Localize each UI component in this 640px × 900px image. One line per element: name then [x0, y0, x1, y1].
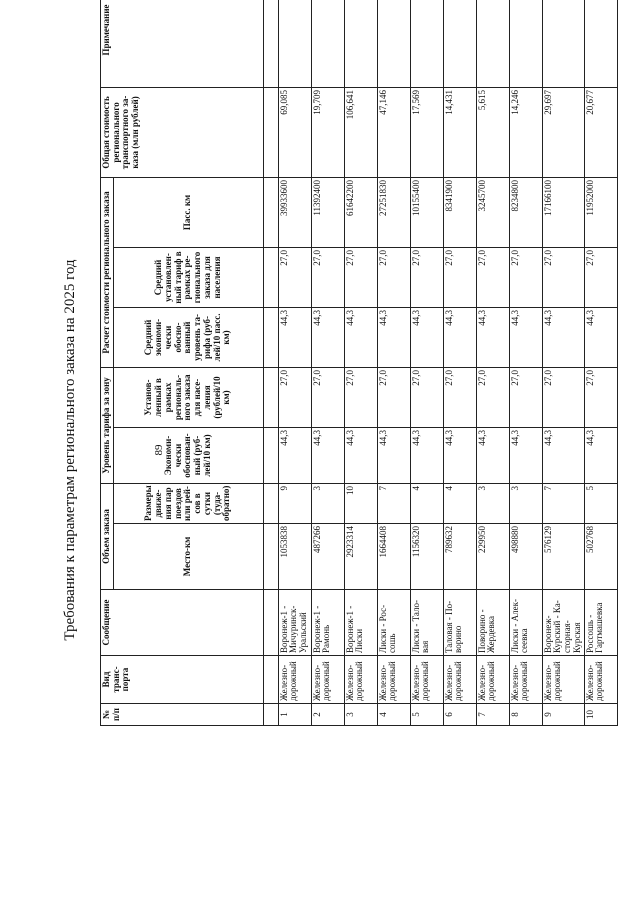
transport-type: Железно-дорожный	[509, 656, 542, 704]
trains-per-day: 3	[311, 484, 344, 524]
row-num: 1	[278, 704, 311, 726]
route: Воронеж-1 - Лиски	[344, 590, 377, 656]
transport-type: Железно-дорожный	[410, 656, 443, 704]
avg-econ-tariff: 44,3	[377, 307, 410, 367]
page-number: 89	[153, 444, 165, 456]
note	[377, 0, 410, 87]
econ-tariff: 44,3	[377, 428, 410, 484]
seat-km: 229950	[476, 524, 509, 590]
note	[443, 0, 476, 87]
document-title: Требования к параметрам регионального заказа на 2025 год	[62, 259, 78, 641]
total-cost: 14,431	[443, 87, 476, 177]
table-row	[344, 0, 377, 726]
transport-type: Железно-дорожный	[377, 656, 410, 704]
col-num-8	[263, 307, 278, 367]
trains-per-day: 7	[542, 484, 584, 524]
avg-econ-tariff: 44,3	[311, 307, 344, 367]
avg-set-tariff: 27,0	[311, 247, 344, 307]
trains-per-day: 3	[476, 484, 509, 524]
header-avg-econ-level: Средний экономи-чески обосно-ванный уровень та-рифа (руб-лей/10 пасс. км)	[113, 307, 263, 367]
pass-km: 61642200	[344, 177, 377, 247]
route: Россошь - Гартмашевка	[584, 590, 617, 656]
econ-tariff: 44,3	[509, 428, 542, 484]
total-cost: 106,641	[344, 87, 377, 177]
header-cost-group: Расчет стоимости регионального заказа	[101, 177, 114, 367]
note	[509, 0, 542, 87]
col-num-3	[263, 590, 278, 656]
set-tariff: 27,0	[377, 367, 410, 427]
table-row	[311, 0, 344, 726]
avg-set-tariff: 27,0	[542, 247, 584, 307]
pass-km: 39933600	[278, 177, 311, 247]
trains-per-day: 3	[509, 484, 542, 524]
table-row	[443, 0, 476, 726]
trains-per-day: 4	[410, 484, 443, 524]
pass-km: 3245700	[476, 177, 509, 247]
pass-km: 17166100	[542, 177, 584, 247]
transport-type: Железно-дорожный	[443, 656, 476, 704]
note	[311, 0, 344, 87]
trains-per-day: 7	[377, 484, 410, 524]
total-cost: 14,246	[509, 87, 542, 177]
pass-km: 27251830	[377, 177, 410, 247]
avg-set-tariff: 27,0	[509, 247, 542, 307]
col-num-7	[263, 367, 278, 427]
note	[344, 0, 377, 87]
econ-tariff: 44,3	[476, 428, 509, 484]
econ-tariff: 44,3	[344, 428, 377, 484]
row-num: 4	[377, 704, 410, 726]
row-num: 5	[410, 704, 443, 726]
header-note: Примечание	[101, 0, 264, 87]
col-num-11	[263, 87, 278, 177]
set-tariff: 27,0	[344, 367, 377, 427]
table-row	[584, 0, 617, 726]
route: Лиски - Рос-сошь	[377, 590, 410, 656]
trains-per-day: 4	[443, 484, 476, 524]
header-total-cost: Общая стоимость регионального транспортного за-каза (млн рублей)	[101, 87, 264, 177]
seat-km: 1664408	[377, 524, 410, 590]
header-volume-group: Объем заказа	[101, 484, 114, 590]
header-num: № п/п	[101, 704, 264, 726]
avg-set-tariff: 27,0	[377, 247, 410, 307]
col-num-2	[263, 656, 278, 704]
note	[542, 0, 584, 87]
econ-tariff: 44,3	[443, 428, 476, 484]
seat-km: 576129	[542, 524, 584, 590]
header-trains-per-day: Размеры движе-ния пар поездов или рей-сов в сутки (туда-обратно)	[113, 484, 263, 524]
route: Лиски - Алек-сеевка	[509, 590, 542, 656]
avg-set-tariff: 27,0	[443, 247, 476, 307]
pass-km: 11392400	[311, 177, 344, 247]
econ-tariff: 44,3	[311, 428, 344, 484]
seat-km: 789632	[443, 524, 476, 590]
seat-km: 498880	[509, 524, 542, 590]
col-num-9	[263, 247, 278, 307]
transport-type: Железно-дорожный	[278, 656, 311, 704]
route: Таловая - По-ворино	[443, 590, 476, 656]
header-tariff-group: Уровень тарифа за зону	[101, 367, 114, 483]
column-number-row	[263, 0, 278, 726]
col-num-1	[263, 704, 278, 726]
col-num-4	[263, 524, 278, 590]
pass-km: 8341900	[443, 177, 476, 247]
row-num: 7	[476, 704, 509, 726]
table-row	[377, 0, 410, 726]
row-num: 10	[584, 704, 617, 726]
transport-type: Железно-дорожный	[311, 656, 344, 704]
econ-tariff: 44,3	[584, 428, 617, 484]
header-econ-justified: Экономи-чески обоснован-ный (руб-лей/10 км)	[113, 428, 263, 484]
table-row	[476, 0, 509, 726]
table-row	[410, 0, 443, 726]
col-num-10	[263, 177, 278, 247]
avg-econ-tariff: 44,3	[542, 307, 584, 367]
route: Поворино - Жердевка	[476, 590, 509, 656]
set-tariff: 27,0	[542, 367, 584, 427]
econ-tariff: 44,3	[410, 428, 443, 484]
set-tariff: 27,0	[509, 367, 542, 427]
avg-econ-tariff: 44,3	[443, 307, 476, 367]
row-num: 3	[344, 704, 377, 726]
avg-econ-tariff: 44,3	[344, 307, 377, 367]
row-num: 2	[311, 704, 344, 726]
note	[476, 0, 509, 87]
avg-set-tariff: 27,0	[476, 247, 509, 307]
table-row	[542, 0, 584, 726]
seat-km: 1053838	[278, 524, 311, 590]
header-set-within: Установ-ленный в рамках региональ-ного заказа для насе-ления (рублей/10 км)	[113, 367, 263, 427]
row-num: 9	[542, 704, 584, 726]
avg-set-tariff: 27,0	[410, 247, 443, 307]
total-cost: 47,146	[377, 87, 410, 177]
avg-set-tariff: 27,0	[584, 247, 617, 307]
set-tariff: 27,0	[311, 367, 344, 427]
col-num-6	[263, 428, 278, 484]
set-tariff: 27,0	[584, 367, 617, 427]
total-cost: 17,569	[410, 87, 443, 177]
transport-type: Железно-дорожный	[476, 656, 509, 704]
note	[278, 0, 311, 87]
avg-econ-tariff: 44,3	[278, 307, 311, 367]
header-transport-type: Вид транс-порта	[101, 656, 264, 704]
trains-per-day: 10	[344, 484, 377, 524]
table-row	[278, 0, 311, 726]
col-num-5	[263, 484, 278, 524]
note	[410, 0, 443, 87]
row-num: 8	[509, 704, 542, 726]
total-cost: 69,085	[278, 87, 311, 177]
header-route: Сообщение	[101, 590, 264, 656]
route: Воронеж-1 - Мичуринск-Уральский	[278, 590, 311, 656]
econ-tariff: 44,3	[278, 428, 311, 484]
table-row	[509, 0, 542, 726]
total-cost: 5,615	[476, 87, 509, 177]
pass-km: 8234800	[509, 177, 542, 247]
transport-type: Железно-дорожный	[542, 656, 584, 704]
set-tariff: 27,0	[476, 367, 509, 427]
total-cost: 19,709	[311, 87, 344, 177]
header-pass-km: Пасс. км	[113, 177, 263, 247]
total-cost: 20,677	[584, 87, 617, 177]
route: Воронеж-1 - Рамонь	[311, 590, 344, 656]
set-tariff: 27,0	[443, 367, 476, 427]
trains-per-day: 5	[584, 484, 617, 524]
transport-type: Железно-дорожный	[584, 656, 617, 704]
avg-set-tariff: 27,0	[278, 247, 311, 307]
seat-km: 1156320	[410, 524, 443, 590]
row-num: 6	[443, 704, 476, 726]
pass-km: 11952000	[584, 177, 617, 247]
avg-set-tariff: 27,0	[344, 247, 377, 307]
header-avg-set-tariff: Средний установлен-ный тариф в рамках ре-гионального заказа для населения	[113, 247, 263, 307]
transport-type: Железно-дорожный	[344, 656, 377, 704]
route: Лиски - Тало-вая	[410, 590, 443, 656]
note	[584, 0, 617, 87]
set-tariff: 27,0	[410, 367, 443, 427]
seat-km: 487266	[311, 524, 344, 590]
avg-econ-tariff: 44,3	[476, 307, 509, 367]
trains-per-day: 9	[278, 484, 311, 524]
header-seat-km: Место-км	[113, 524, 263, 590]
seat-km: 2923314	[344, 524, 377, 590]
col-num-12	[263, 0, 278, 87]
set-tariff: 27,0	[278, 367, 311, 427]
regional-order-table	[100, 0, 618, 726]
avg-econ-tariff: 44,3	[509, 307, 542, 367]
econ-tariff: 44,3	[542, 428, 584, 484]
route: Воронеж-Курский - Ка-сторная-Курская	[542, 590, 584, 656]
seat-km: 502768	[584, 524, 617, 590]
pass-km: 10155400	[410, 177, 443, 247]
avg-econ-tariff: 44,3	[584, 307, 617, 367]
total-cost: 29,697	[542, 87, 584, 177]
avg-econ-tariff: 44,3	[410, 307, 443, 367]
